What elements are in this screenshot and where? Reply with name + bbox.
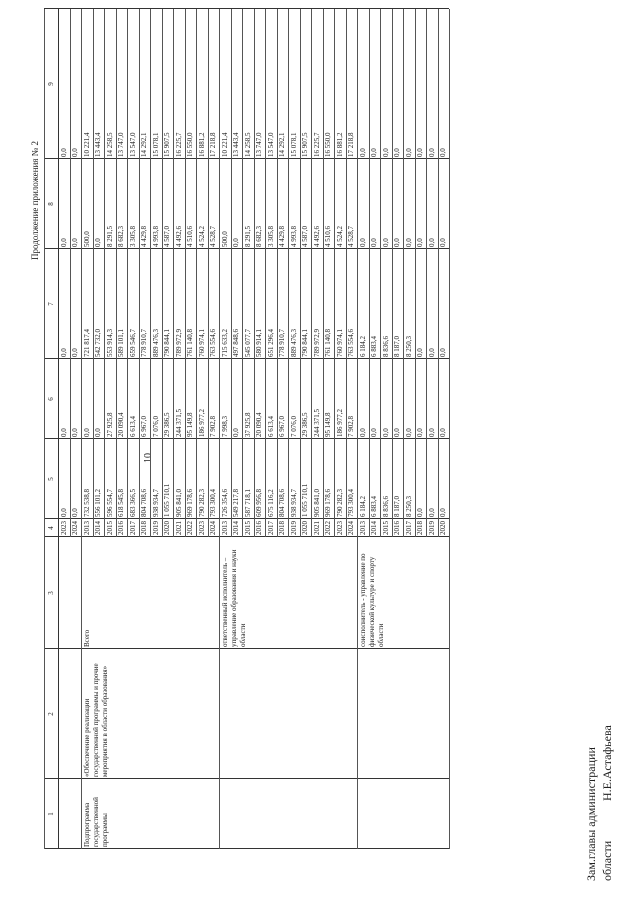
value-cell: 6 967,0 (278, 416, 286, 437)
value-cell: 0,0 (59, 238, 68, 247)
value-cell: 0,0 (439, 148, 447, 157)
value-cell: 596 554,7 (105, 489, 114, 517)
value-cell: 14 292,1 (278, 132, 286, 157)
signature-name: Н.Е.Астафьева (600, 725, 614, 801)
value-cell: 0,0 (404, 148, 413, 157)
value-cell: 4 528,7 (209, 226, 217, 247)
value-cell: 0,0 (381, 148, 390, 157)
value-cell: 778 910,7 (140, 329, 148, 357)
value-cell: 20 090,4 (117, 412, 125, 437)
value-cell: 6 883,4 (370, 336, 378, 357)
value-cell: 790 844,1 (301, 329, 309, 357)
value-cell: 4 492,6 (174, 226, 183, 247)
header-col-number: 1 (47, 812, 55, 816)
value-cell: 0,0 (370, 428, 378, 437)
year-cell: 2019 (151, 521, 160, 535)
value-cell: 0,0 (232, 428, 240, 437)
value-cell: 0,0 (358, 428, 367, 437)
year-cell: 2021 (312, 521, 321, 535)
year-cell: 2018 (416, 521, 424, 535)
value-cell: 589 101,1 (117, 329, 125, 357)
value-cell: 1 055 710,1 (163, 483, 171, 517)
year-cell: 2018 (140, 521, 148, 535)
value-cell: 0,0 (71, 428, 79, 437)
year-cell: 2013 (220, 521, 229, 535)
group-divider (219, 9, 220, 849)
value-cell: 0,0 (71, 508, 79, 517)
value-cell: 545 077,7 (243, 329, 252, 357)
value-cell: 0,0 (416, 148, 424, 157)
value-cell: 683 366,5 (128, 489, 137, 517)
value-cell: 8 836,6 (381, 496, 390, 517)
value-cell: 0,0 (358, 148, 367, 157)
value-cell: 4 510,6 (186, 226, 194, 247)
value-cell: 0,0 (427, 348, 436, 357)
value-cell: 20 090,4 (255, 412, 263, 437)
header-col-number: 6 (47, 397, 55, 401)
year-cell: 2019 (289, 521, 298, 535)
value-cell: 15 907,5 (301, 132, 309, 157)
value-cell: 8 187,0 (393, 336, 401, 357)
value-cell: 789 972,9 (174, 329, 183, 357)
value-cell: 29 386,5 (163, 412, 171, 437)
header-col-number: 5 (47, 477, 55, 481)
header-col-number: 8 (47, 202, 55, 206)
value-cell: 13 747,0 (255, 132, 263, 157)
value-cell: 6 967,0 (140, 416, 148, 437)
value-cell: 0,0 (94, 428, 102, 437)
value-cell: 778 910,7 (278, 329, 286, 357)
row-divider (449, 9, 450, 537)
value-cell: 804 708,6 (140, 489, 148, 517)
value-cell: 760 974,1 (335, 329, 344, 357)
value-cell: 6 883,4 (370, 496, 378, 517)
value-cell: 4 993,8 (289, 226, 298, 247)
value-cell: 0,0 (71, 348, 79, 357)
value-cell: 0,0 (416, 428, 424, 437)
value-cell: 0,0 (370, 148, 378, 157)
header-row (44, 9, 59, 849)
year-cell: 2016 (393, 521, 401, 535)
responsible-executor-label: ответственный исполнитель – управление образования и науки области (221, 549, 247, 647)
value-cell: 29 386,5 (301, 412, 309, 437)
value-cell: 761 140,8 (186, 329, 194, 357)
header-col-number: 2 (47, 712, 55, 716)
value-cell: 760 974,1 (197, 329, 206, 357)
value-cell: 732 538,8 (82, 489, 91, 517)
header-col-number: 3 (47, 591, 55, 595)
value-cell: 889 476,3 (289, 329, 298, 357)
value-cell: 8 291,5 (105, 226, 114, 247)
value-cell: 13 547,0 (128, 132, 137, 157)
value-cell: 969 178,6 (186, 489, 194, 517)
value-cell: 0,0 (427, 508, 436, 517)
value-cell: 0,0 (358, 238, 367, 247)
value-cell: 16 550,0 (186, 132, 194, 157)
value-cell: 8 682,3 (117, 226, 125, 247)
value-cell: 789 972,9 (312, 329, 321, 357)
value-cell: 0,0 (59, 508, 68, 517)
value-cell: 0,0 (393, 148, 401, 157)
column-divider (44, 648, 449, 649)
continuation-heading: Продолжение приложения № 2 (30, 140, 40, 260)
year-cell: 2013 (358, 521, 367, 535)
value-cell: 8 187,0 (393, 496, 401, 517)
value-cell: 0,0 (393, 428, 401, 437)
value-cell: 6 613,4 (128, 416, 137, 437)
value-cell: 95 149,8 (324, 412, 332, 437)
value-cell: 15 078,1 (151, 132, 160, 157)
value-cell: 938 934,7 (289, 489, 298, 517)
value-cell: 4 492,6 (312, 226, 321, 247)
value-cell: 244 371,5 (174, 409, 183, 437)
value-cell: 6 184,2 (358, 496, 367, 517)
year-cell: 2013 (82, 521, 91, 535)
value-cell: 16 225,7 (312, 132, 321, 157)
value-cell: 0,0 (232, 238, 240, 247)
value-cell: 0,0 (404, 238, 413, 247)
year-cell: 2020 (163, 521, 171, 535)
value-cell: 0,0 (416, 238, 424, 247)
value-cell: 0,0 (439, 348, 447, 357)
value-cell: 17 218,8 (209, 132, 217, 157)
value-cell: 969 178,6 (324, 489, 332, 517)
value-cell: 3 305,8 (128, 226, 137, 247)
value-cell: 497 848,6 (232, 329, 240, 357)
budget-table (44, 9, 449, 849)
value-cell: 609 956,8 (255, 489, 263, 517)
value-cell: 4 524,2 (335, 226, 344, 247)
subprogram-name: «Обеспечение реализации государственной программы и прочие мероприятия в области образования» (83, 663, 109, 777)
value-cell: 587 718,1 (243, 489, 252, 517)
value-cell: 13 747,0 (117, 132, 125, 157)
header-col-number: 4 (47, 526, 55, 530)
value-cell: 3 305,8 (266, 226, 275, 247)
value-cell: 790 282,3 (197, 489, 206, 517)
value-cell: 4 429,8 (278, 226, 286, 247)
value-cell: 549 217,8 (232, 489, 240, 517)
column-divider (44, 848, 449, 849)
value-cell: 14 292,1 (140, 132, 148, 157)
value-cell: 659 546,7 (128, 329, 137, 357)
value-cell: 4 587,0 (163, 226, 171, 247)
value-cell: 8 291,5 (243, 226, 252, 247)
value-cell: 1 055 710,1 (301, 483, 309, 517)
signature-title: Зам.главы администрации (584, 747, 598, 881)
value-cell: 4 993,8 (151, 226, 160, 247)
group-divider (81, 9, 82, 849)
column-divider (44, 778, 449, 779)
year-cell: 2022 (186, 521, 194, 535)
value-cell: 4 510,6 (324, 226, 332, 247)
value-cell: 651 296,4 (266, 329, 275, 357)
value-cell: 16 881,2 (335, 132, 344, 157)
value-cell: 6 613,4 (266, 416, 275, 437)
year-cell: 2022 (324, 521, 332, 535)
year-cell: 2023 (335, 521, 344, 535)
value-cell: 905 841,0 (174, 489, 183, 517)
year-cell: 2020 (301, 521, 309, 535)
signature-region: области (600, 840, 614, 881)
year-cell: 2018 (278, 521, 286, 535)
value-cell: 0,0 (416, 508, 424, 517)
co-executor-label: соисполнитель - управление по физической культуре и спорту области (359, 553, 385, 647)
year-cell: 2023 (59, 521, 68, 535)
value-cell: 8 250,3 (404, 336, 413, 357)
value-cell: 0,0 (71, 148, 79, 157)
year-cell: 2015 (243, 521, 252, 535)
year-cell: 2019 (427, 521, 436, 535)
group-divider (357, 9, 358, 849)
value-cell: 793 300,4 (347, 489, 355, 517)
value-cell: 0,0 (381, 428, 390, 437)
value-cell: 7 076,0 (151, 416, 160, 437)
value-cell: 0,0 (439, 428, 447, 437)
table-top-border (44, 9, 45, 849)
value-cell: 0,0 (370, 238, 378, 247)
value-cell: 761 140,8 (324, 329, 332, 357)
value-cell: 13 443,4 (232, 132, 240, 157)
value-cell: 16 881,2 (197, 132, 206, 157)
value-cell: 726 354,6 (220, 489, 229, 517)
value-cell: 13 443,4 (94, 132, 102, 157)
value-cell: 7 902,8 (209, 416, 217, 437)
value-cell: 721 817,4 (82, 329, 91, 357)
subprogram-label: Подпрограмма государственной программы (83, 797, 109, 847)
value-cell: 7 076,0 (289, 416, 298, 437)
value-cell: 15 078,1 (289, 132, 298, 157)
year-cell: 2014 (232, 521, 240, 535)
value-cell: 95 149,8 (186, 412, 194, 437)
year-cell: 2014 (370, 521, 378, 535)
value-cell: 8 682,3 (255, 226, 263, 247)
year-cell: 2016 (255, 521, 263, 535)
value-cell: 13 547,0 (266, 132, 275, 157)
value-cell: 17 218,8 (347, 132, 355, 157)
value-cell: 0,0 (416, 348, 424, 357)
year-cell: 2016 (117, 521, 125, 535)
year-cell: 2014 (94, 521, 102, 535)
total-label: Всего (83, 629, 91, 647)
value-cell: 675 116,2 (266, 489, 275, 517)
value-cell: 763 554,6 (347, 329, 355, 357)
value-cell: 4 524,2 (197, 226, 206, 247)
value-cell: 580 914,1 (255, 329, 263, 357)
value-cell: 0,0 (427, 238, 436, 247)
value-cell: 556 101,2 (94, 489, 102, 517)
value-cell: 16 550,0 (324, 132, 332, 157)
value-cell: 889 476,3 (151, 329, 160, 357)
value-cell: 542 732,0 (94, 329, 102, 357)
value-cell: 0,0 (439, 238, 447, 247)
value-cell: 10 221,4 (220, 132, 229, 157)
year-cell: 2024 (71, 521, 79, 535)
value-cell: 0,0 (439, 508, 447, 517)
value-cell: 4 587,0 (301, 226, 309, 247)
year-cell: 2017 (128, 521, 137, 535)
value-cell: 37 925,8 (243, 412, 252, 437)
value-cell: 6 184,2 (358, 336, 367, 357)
page-number: 10 (143, 453, 154, 463)
value-cell: 804 708,6 (278, 489, 286, 517)
year-cell: 2015 (105, 521, 114, 535)
value-cell: 8 250,3 (404, 496, 413, 517)
year-cell: 2024 (209, 521, 217, 535)
year-cell: 2023 (197, 521, 206, 535)
value-cell: 7 902,8 (347, 416, 355, 437)
value-cell: 793 300,4 (209, 489, 217, 517)
value-cell: 0,0 (59, 348, 68, 357)
year-cell: 2024 (347, 521, 355, 535)
year-cell: 2021 (174, 521, 183, 535)
value-cell: 763 554,6 (209, 329, 217, 357)
value-cell: 27 925,8 (105, 412, 114, 437)
value-cell: 0,0 (404, 428, 413, 437)
value-cell: 500,0 (82, 231, 91, 247)
value-cell: 790 282,3 (335, 489, 344, 517)
value-cell: 0,0 (59, 148, 68, 157)
value-cell: 0,0 (94, 238, 102, 247)
header-col-number: 9 (47, 82, 55, 86)
value-cell: 4 528,7 (347, 226, 355, 247)
value-cell: 4 429,8 (140, 226, 148, 247)
year-cell: 2017 (404, 521, 413, 535)
value-cell: 10 221,4 (82, 132, 91, 157)
value-cell: 186 977,2 (335, 409, 344, 437)
header-col-number: 7 (47, 302, 55, 306)
value-cell: 0,0 (82, 428, 91, 437)
value-cell: 938 934,7 (151, 489, 160, 517)
value-cell: 905 841,0 (312, 489, 321, 517)
value-cell: 186 977,2 (197, 409, 206, 437)
value-cell: 715 633,2 (220, 329, 229, 357)
value-cell: 0,0 (59, 428, 68, 437)
value-cell: 0,0 (393, 238, 401, 247)
value-cell: 16 225,7 (174, 132, 183, 157)
value-cell: 0,0 (427, 428, 436, 437)
value-cell: 500,0 (220, 231, 229, 247)
value-cell: 0,0 (427, 148, 436, 157)
year-cell: 2017 (266, 521, 275, 535)
value-cell: 14 258,5 (105, 132, 114, 157)
value-cell: 0,0 (71, 238, 79, 247)
value-cell: 7 998,3 (220, 416, 229, 437)
value-cell: 15 907,5 (163, 132, 171, 157)
value-cell: 0,0 (381, 238, 390, 247)
year-cell: 2015 (381, 521, 390, 535)
value-cell: 790 844,1 (163, 329, 171, 357)
value-cell: 553 914,3 (105, 329, 114, 357)
value-cell: 14 258,5 (243, 132, 252, 157)
value-cell: 244 371,5 (312, 409, 321, 437)
year-cell: 2020 (439, 521, 447, 535)
value-cell: 618 545,8 (117, 489, 125, 517)
value-cell: 8 836,6 (381, 336, 390, 357)
